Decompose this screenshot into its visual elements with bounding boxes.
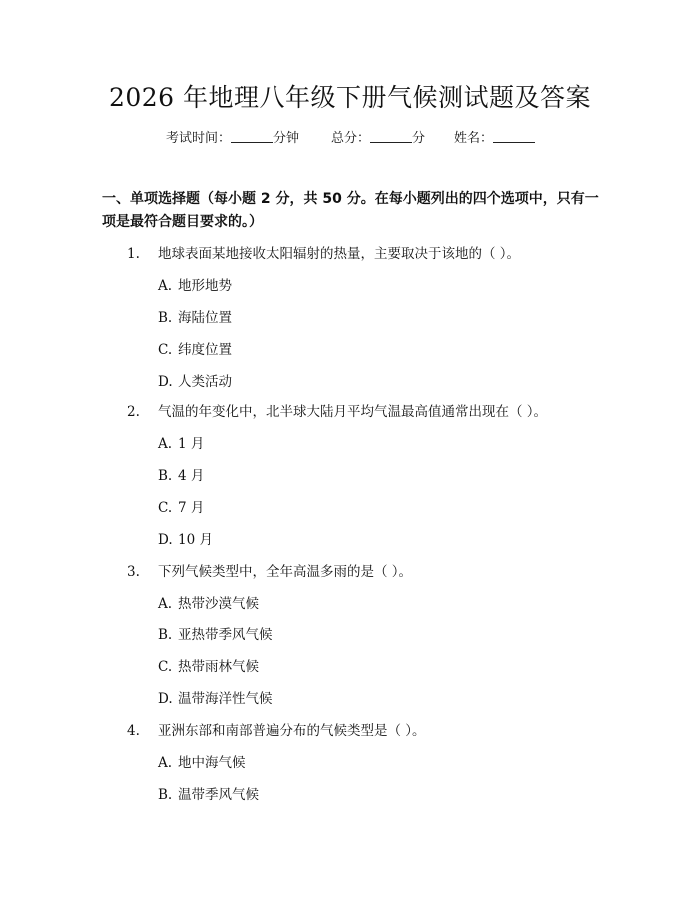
option-letter: A. xyxy=(158,596,173,612)
option-1d xyxy=(158,372,232,392)
question-2 xyxy=(127,402,547,422)
question-1 xyxy=(127,244,520,264)
option-4a xyxy=(158,753,246,773)
option-text: 10 月 xyxy=(178,532,213,548)
option-letter: A. xyxy=(158,436,173,452)
option-3a xyxy=(158,594,259,614)
option-3d xyxy=(158,689,273,709)
total-score-unit: 分 xyxy=(412,131,426,146)
option-letter: D. xyxy=(158,691,173,707)
option-text: 4 月 xyxy=(178,468,205,484)
option-2c xyxy=(158,498,204,518)
name-field xyxy=(454,129,535,149)
option-letter: C. xyxy=(158,659,173,675)
option-text: 地形地势 xyxy=(178,278,232,294)
option-text: 纬度位置 xyxy=(178,342,232,358)
exam-time-label: 考试时间： xyxy=(166,131,232,146)
exam-time-unit: 分钟 xyxy=(273,131,300,146)
question-text: 地球表面某地接收太阳辐射的热量，主要取决于该地的（ ）。 xyxy=(158,246,521,262)
option-letter: A. xyxy=(158,755,173,771)
question-number: 2. xyxy=(127,404,140,420)
option-letter: B. xyxy=(158,310,173,326)
option-text: 地中海气候 xyxy=(178,755,246,771)
name-blank xyxy=(493,129,535,143)
question-number: 4. xyxy=(127,723,140,739)
option-2a xyxy=(158,434,204,454)
option-1a xyxy=(158,276,232,296)
question-text: 亚洲东部和南部普遍分布的气候类型是（ ）。 xyxy=(158,723,426,739)
option-letter: D. xyxy=(158,532,173,548)
option-text: 1 月 xyxy=(178,436,205,452)
option-3b xyxy=(158,625,273,645)
total-score-blank xyxy=(370,129,412,143)
question-3 xyxy=(127,562,412,582)
option-letter: B. xyxy=(158,627,173,643)
option-1c xyxy=(158,340,232,360)
option-text: 海陆位置 xyxy=(178,310,232,326)
option-2b xyxy=(158,466,204,486)
option-text: 人类活动 xyxy=(178,374,232,390)
question-number: 1. xyxy=(127,246,140,262)
option-3c xyxy=(158,657,259,677)
question-4 xyxy=(127,721,426,741)
option-text: 热带沙漠气候 xyxy=(178,596,259,612)
option-letter: C. xyxy=(158,500,173,516)
question-text: 气温的年变化中，北半球大陆月平均气温最高值通常出现在（ ）。 xyxy=(158,404,548,420)
option-letter: B. xyxy=(158,468,173,484)
option-text: 温带海洋性气候 xyxy=(178,691,273,707)
option-text: 温带季风气候 xyxy=(178,787,259,803)
option-letter: C. xyxy=(158,342,173,358)
option-1b xyxy=(158,308,232,328)
section-heading: 一、单项选择题（每小题 2 分，共 50 分。在每小题列出的四个选项中，只有一项是最符合题目要求的。） xyxy=(102,191,599,230)
exam-time-blank xyxy=(231,129,273,143)
option-2d xyxy=(158,530,213,550)
total-score-field xyxy=(331,129,425,149)
option-letter: D. xyxy=(158,374,173,390)
option-text: 7 月 xyxy=(178,500,205,516)
total-score-label: 总分： xyxy=(331,131,371,146)
page-title: 2026 年地理八年级下册气候测试题及答案 xyxy=(108,83,592,112)
name-label: 姓名： xyxy=(454,131,494,146)
option-letter: B. xyxy=(158,787,173,803)
option-text: 亚热带季风气候 xyxy=(178,627,273,643)
option-4b xyxy=(158,785,259,805)
exam-time-field xyxy=(166,129,299,149)
question-number: 3. xyxy=(127,564,140,580)
option-letter: A. xyxy=(158,278,173,294)
option-text: 热带雨林气候 xyxy=(178,659,259,675)
question-text: 下列气候类型中，全年高温多雨的是（ ）。 xyxy=(158,564,413,580)
